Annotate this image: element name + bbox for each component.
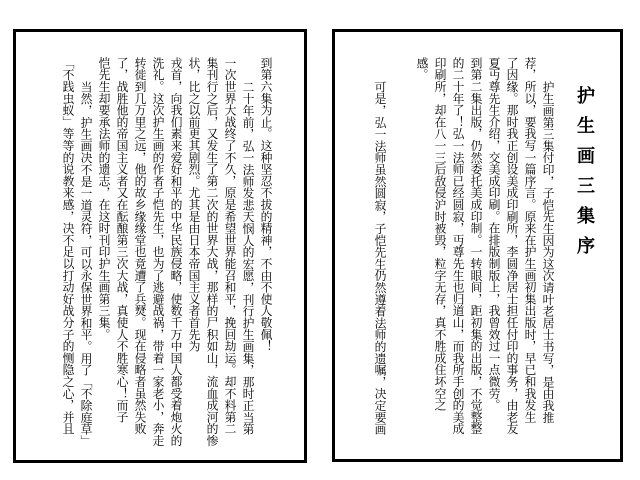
paragraph-gap	[389, 57, 413, 449]
left-page-text	[59, 57, 275, 449]
text-column: 感。	[415, 57, 429, 81]
text-column: 的二十年了！弘一法师已经圆寂，丏尊先生也归道山，而我所手创的美成	[451, 57, 465, 435]
text-column: 可是，弘一法师虽然圆寂，子恺先生仍然遵着法师的遗嘱，决定要画	[373, 80, 387, 435]
text-column: 了，战胜他的帝国主义者又在酝酿第三次大战，真使人不胜寒心！而子	[115, 57, 129, 423]
text-column: 恺先生却要承法师的遗志，在这时刊印护生画第三集。	[97, 57, 111, 341]
text-column: 「不践虫蚁」等等的说教来感，决不足以打动好战分子的恻隐之心，并且	[61, 57, 75, 435]
text-column: 一次世界大战终了不久，原是希望世界能召和平，挽回劫运。却不料第二	[223, 57, 237, 435]
text-column: 印刷所，却在八一三后敌侵沪时被毁，粒字无存，真不胜成住坏空之	[433, 57, 447, 411]
text-column: 夏丏尊先生介绍，交美成印刷。在排版制版上，我曾效过一点微劳。	[487, 57, 501, 411]
text-column: 戎首，向我们素来爱好和平的中华民族侵略，使数千万中国人都受着炮火的	[169, 57, 183, 447]
text-column: 到第六集为止。这种坚忍不拔的精神，不由不使人敬佩！	[259, 57, 273, 352]
text-column: 状，比之以前更其剧烈。尤其是由日本帝国主义者首先为	[187, 57, 201, 352]
text-column: 荐，所以，要我写一篇序言。原来在护生画初集出版时，早已和我发生	[523, 57, 537, 423]
text-column: 了因缘。那时我正创设美成印刷所，李圆净居士担任付印的事务，由老友	[505, 57, 519, 435]
text-column: 当然，护生画决不是一道灵符，可以永保世界和平。用了「不除庭草」	[79, 80, 93, 447]
right-page-text	[371, 57, 557, 449]
text-column: 护生画第三集付印，子恺先生因为这次请叶老居士书写，是由我推	[541, 80, 555, 423]
text-column: 二十年前，弘一法师发悲天悯人的宏愿，刊行护生画集，那时正当第	[241, 80, 255, 435]
text-column: 集刊行之后，又发生了第二次的世界大战，那样的尸积如山，流血成河的惨	[205, 57, 219, 447]
text-column: 转徙到几万里之远，他的故乡缘缘堂也竟遭了兵燹。现在侵略者虽然失败	[133, 57, 147, 435]
page-title: 护生画三集序	[574, 86, 595, 266]
text-column: 到第二集出版，仍然委托美成印制。一转眼间，距初集的出版，不觉整整	[469, 57, 483, 435]
text-column: 洗礼。这次护生画的作者子恺先生，也为了逃避战祸，带着一家老小，奔走	[151, 57, 165, 447]
